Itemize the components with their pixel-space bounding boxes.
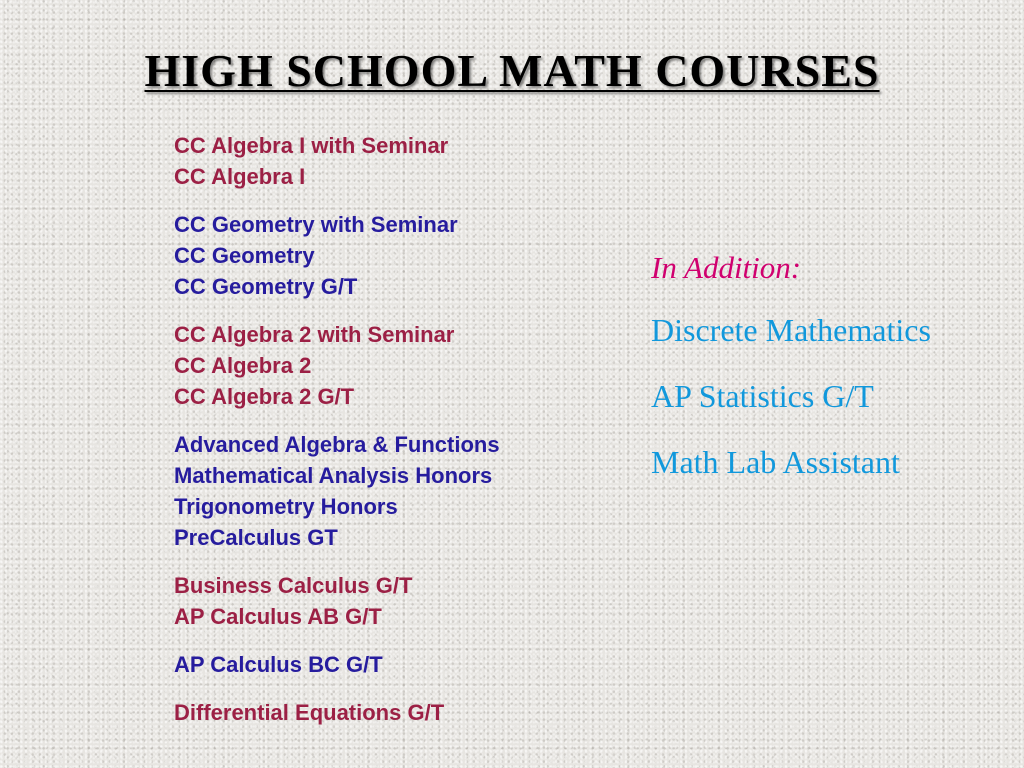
course-item: CC Algebra 2	[174, 353, 312, 378]
course-item: Differential Equations G/T	[174, 700, 445, 725]
additional-course-item: AP Statistics G/T	[651, 378, 874, 414]
course-item: CC Geometry	[174, 243, 315, 268]
course-item: PreCalculus GT	[174, 525, 338, 550]
course-item: Business Calculus G/T	[174, 573, 413, 598]
course-item: CC Algebra 2 with Seminar	[174, 322, 455, 347]
course-item: AP Calculus BC G/T	[174, 652, 383, 677]
course-group-calculus	[174, 570, 594, 632]
course-item: Advanced Algebra & Functions	[174, 432, 500, 457]
course-item: CC Algebra 2 G/T	[174, 384, 355, 409]
additional-course-item: Discrete Mathematics	[651, 312, 931, 348]
course-group-precalculus	[174, 429, 594, 553]
course-group-geometry	[174, 209, 594, 302]
course-group-calculus-bc	[174, 649, 594, 680]
course-item: CC Geometry with Seminar	[174, 212, 458, 237]
course-item: Mathematical Analysis Honors	[174, 463, 493, 488]
course-group-differential-equations	[174, 697, 594, 728]
course-group-algebra-1	[174, 130, 594, 192]
in-addition-heading: In Addition:	[651, 250, 802, 285]
in-addition-section	[651, 248, 1021, 508]
course-item: Trigonometry Honors	[174, 494, 398, 519]
course-item: AP Calculus AB G/T	[174, 604, 382, 629]
course-list	[174, 130, 594, 745]
course-item: CC Algebra I	[174, 164, 306, 189]
course-group-algebra-2	[174, 319, 594, 412]
course-item: CC Geometry G/T	[174, 274, 358, 299]
course-item: CC Algebra I with Seminar	[174, 133, 449, 158]
page-title: HIGH SCHOOL MATH COURSES	[144, 45, 880, 96]
additional-course-item: Math Lab Assistant	[651, 444, 900, 480]
